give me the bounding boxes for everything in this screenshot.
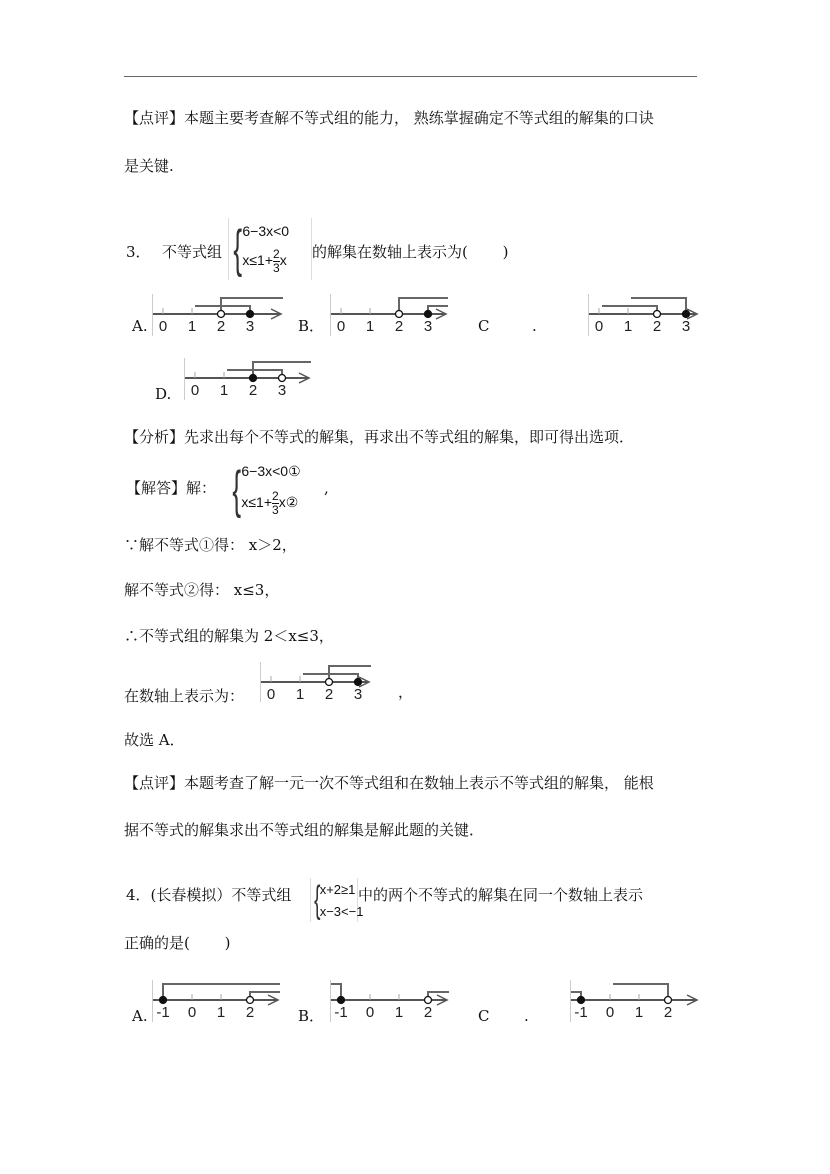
tick-label: 0 — [594, 318, 604, 335]
q3-ineq1: 6−3x<0 — [242, 222, 290, 239]
tick-label: 2 — [245, 1004, 255, 1021]
tick-label: 2 — [652, 318, 662, 335]
tick-label: 1 — [216, 1004, 226, 1021]
tick-label: 2 — [324, 686, 334, 703]
q3-ineq2: x≤1+ $\frac{2}{3}$ x — [242, 247, 287, 276]
tick-label: 2 — [423, 1004, 433, 1021]
closed-point — [425, 311, 432, 318]
open-point — [326, 679, 333, 686]
brace-icon: { — [233, 220, 243, 278]
q4-ineq2: x−3<−1 — [319, 903, 364, 919]
q4-option-c-label[interactable]: C — [478, 1007, 490, 1025]
step-3: ∴不等式组的解集为 2＜x≤3， — [124, 627, 334, 645]
closed-point — [578, 997, 585, 1004]
q3-prefix: 不等式组 — [162, 243, 223, 261]
open-point — [654, 311, 661, 318]
tick-label: 1 — [219, 382, 229, 399]
closed-point — [160, 997, 167, 1004]
q3-system — [228, 218, 312, 280]
tick-label: 2 — [216, 318, 226, 335]
tick-label: 1 — [634, 1004, 644, 1021]
q4-option-a-label[interactable]: A. — [132, 1007, 148, 1025]
q4-option-b-numberline[interactable] — [330, 980, 457, 1022]
open-point — [396, 311, 403, 318]
closed-point — [247, 311, 254, 318]
tick-label: 3 — [681, 318, 691, 335]
q4-system — [310, 878, 364, 922]
q3-option-c-label[interactable]: C — [478, 317, 490, 335]
q4-option-c-dot: . — [524, 1007, 529, 1025]
tick-label: 0 — [187, 1004, 197, 1021]
q3-option-a-numberline[interactable] — [152, 294, 291, 336]
tick-label: 3 — [277, 382, 287, 399]
q3-option-c-numberline[interactable] — [588, 294, 707, 336]
open-point — [247, 997, 254, 1004]
tick-label: 3 — [353, 686, 363, 703]
solution-ray — [613, 984, 668, 1000]
tick-label: 1 — [365, 318, 375, 335]
q4-prefix: 4．(长春模拟）不等式组 — [126, 886, 292, 904]
tick-label: 1 — [295, 686, 305, 703]
step-4: 在数轴上表示为： — [124, 687, 245, 705]
solution-comma: , — [324, 479, 329, 497]
step-4-comma: ， — [398, 683, 414, 701]
closed-point — [355, 679, 362, 686]
tick-label: 2 — [663, 1004, 673, 1021]
tick-label: 1 — [394, 1004, 404, 1021]
answer: 故选 A． — [124, 731, 185, 749]
comment-line1: 【点评】本题考查了解一元一次不等式组和在数轴上表示不等式组的解集， 能根 — [124, 774, 654, 792]
q4-option-a-numberline[interactable] — [152, 980, 288, 1022]
tick-label: -1 — [574, 1004, 588, 1021]
solution-ray — [602, 306, 657, 314]
step-2: 解不等式②得： x≤3， — [124, 581, 280, 599]
brace-icon: { — [314, 879, 321, 921]
closed-point — [250, 375, 257, 382]
prev-comment-line1: 【点评】本题主要考查解不等式组的能力， 熟练掌握确定不等式组的解集的口诀 — [124, 109, 654, 127]
tick-label: 0 — [266, 686, 276, 703]
q3-option-c-dot: . — [532, 317, 537, 335]
header-rule — [124, 76, 697, 77]
comment-line2: 据不等式的解集求出不等式组的解集是解此题的关键． — [124, 821, 485, 839]
q3-suffix: 的解集在数轴上表示为( ) — [312, 243, 509, 261]
q3-option-d-numberline[interactable] — [184, 358, 319, 400]
open-point — [218, 311, 225, 318]
analysis: 【分析】先求出每个不等式的解集，再求出不等式组的解集，即可得出选项． — [124, 428, 635, 446]
tick-label: 2 — [248, 382, 258, 399]
brace-icon: { — [232, 461, 242, 519]
solution-numberline — [260, 662, 379, 702]
solution-system — [228, 458, 320, 522]
open-point — [279, 375, 286, 382]
open-point — [665, 997, 672, 1004]
tick-label: 0 — [190, 382, 200, 399]
tick-label: 1 — [623, 318, 633, 335]
closed-point — [338, 997, 345, 1004]
q4-option-c-numberline[interactable] — [570, 980, 707, 1022]
tick-label: 0 — [605, 1004, 615, 1021]
q4-line2: 正确的是( ) — [124, 934, 231, 952]
q3-option-b-numberline[interactable] — [330, 294, 456, 336]
q3-option-a-label[interactable]: A. — [132, 317, 148, 335]
solution-label: 【解答】解： — [126, 479, 217, 497]
step-1: ∵解不等式①得： x＞2， — [124, 536, 297, 554]
q4-option-b-label[interactable]: B． — [298, 1007, 325, 1025]
tick-label: 0 — [336, 318, 346, 335]
solution-ineq1: 6−3x<0① — [241, 463, 301, 479]
tick-label: 1 — [187, 318, 197, 335]
tick-label: 3 — [423, 318, 433, 335]
q3-number: 3． — [126, 243, 151, 261]
tick-label: -1 — [156, 1004, 170, 1021]
q3-option-d-label[interactable]: D. — [155, 385, 172, 403]
tick-label: 0 — [365, 1004, 375, 1021]
q3-option-b-label[interactable]: B． — [298, 317, 325, 335]
q4-suffix: 中的两个不等式的解集在同一个数轴上表示 — [358, 886, 644, 904]
tick-label: -1 — [334, 1004, 348, 1021]
tick-label: 0 — [158, 318, 168, 335]
solution-ineq2: x≤1+ $\frac{2}{3}$ x② — [241, 489, 299, 517]
q4-ineq1: x+2≥1 — [319, 881, 356, 897]
prev-comment-line2: 是关键. — [124, 157, 174, 175]
tick-label: 3 — [245, 318, 255, 335]
closed-point — [683, 311, 690, 318]
open-point — [425, 997, 432, 1004]
tick-label: 2 — [394, 318, 404, 335]
